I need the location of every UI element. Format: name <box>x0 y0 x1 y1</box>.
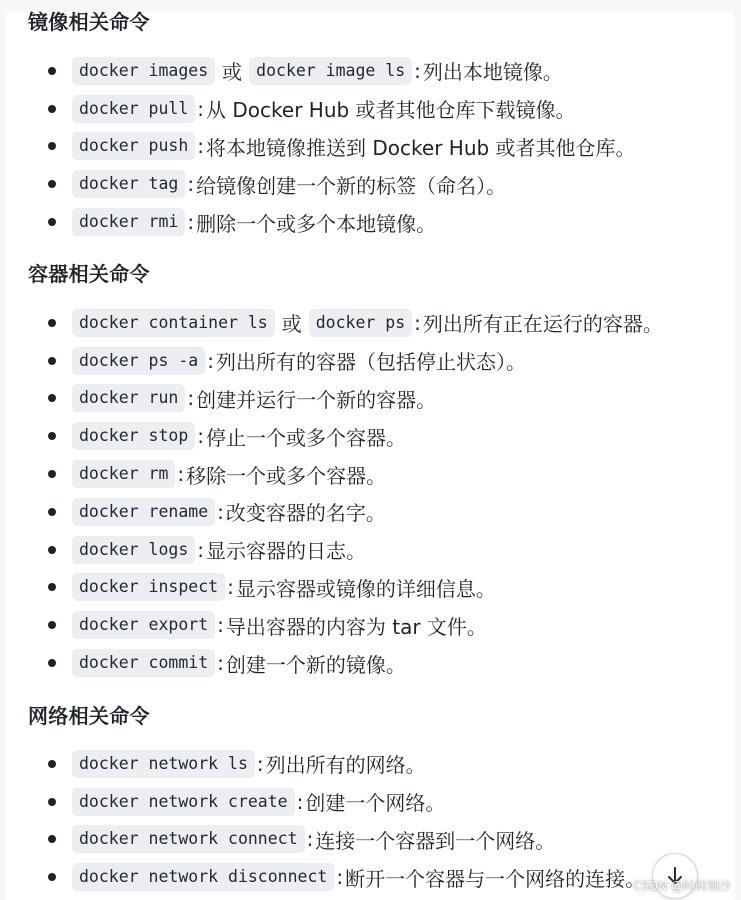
description-text: 改变容器的名字。 <box>225 501 386 526</box>
description-text: 停止一个或多个容器。 <box>206 425 407 450</box>
list-item <box>28 165 728 203</box>
list-item <box>28 128 728 166</box>
inline-code[interactable]: docker rmi <box>72 208 185 236</box>
list-item <box>28 783 728 821</box>
description-text: 列出所有的容器（包括停止状态）。 <box>215 350 526 375</box>
inline-code[interactable]: docker inspect <box>72 573 225 601</box>
inline-code[interactable]: docker commit <box>72 649 215 677</box>
inline-code[interactable]: docker ps <box>309 309 412 337</box>
inline-code[interactable]: docker pull <box>72 95 195 123</box>
bullet-icon <box>48 432 56 440</box>
bullet-icon <box>48 583 56 591</box>
inline-code[interactable]: docker stop <box>72 422 195 450</box>
bullet-icon <box>48 546 56 554</box>
description-text: 导出容器的内容为 tar 文件。 <box>225 614 487 639</box>
colon: : <box>187 172 195 197</box>
description-text: 从 Docker Hub 或者其他仓库下载镜像。 <box>206 98 576 123</box>
containers-command-list <box>28 304 728 682</box>
colon: : <box>227 575 234 600</box>
inline-code[interactable]: docker push <box>72 132 195 160</box>
colon: : <box>187 386 195 411</box>
inline-code[interactable]: docker network disconnect <box>72 863 334 891</box>
list-item <box>28 821 728 859</box>
inline-code[interactable]: docker image ls <box>249 57 412 85</box>
bullet-icon <box>48 319 56 327</box>
list-item <box>28 342 728 380</box>
colon: : <box>207 348 214 373</box>
colon: : <box>414 310 421 335</box>
colon: : <box>187 210 195 235</box>
images-command-list <box>28 52 728 241</box>
inline-code[interactable]: docker export <box>72 611 215 639</box>
inline-code[interactable]: docker network connect <box>72 825 305 853</box>
section-title-images: 镜像相关命令 <box>28 10 150 34</box>
colon: : <box>177 462 185 487</box>
colon: : <box>217 613 224 638</box>
description-text: 创建并运行一个新的容器。 <box>196 387 437 412</box>
list-item <box>28 90 728 128</box>
description-text: 创建一个新的镜像。 <box>225 652 406 677</box>
inline-code[interactable]: docker rename <box>72 498 215 526</box>
watermark-text: CSDN @时间刻沙 <box>632 879 731 893</box>
bullet-icon <box>48 760 56 768</box>
colon: : <box>336 865 344 890</box>
inline-code[interactable]: docker network ls <box>72 750 255 778</box>
colon: : <box>197 96 205 121</box>
list-item <box>28 531 728 569</box>
bullet-icon <box>48 835 56 843</box>
description-text: 将本地镜像推送到 Docker Hub 或者其他仓库。 <box>206 135 636 160</box>
bullet-icon <box>48 357 56 365</box>
list-item <box>28 858 728 896</box>
list-item <box>28 417 728 455</box>
bullet-icon <box>48 67 56 75</box>
list-item <box>28 569 728 607</box>
colon: : <box>197 537 205 562</box>
inline-code[interactable]: docker logs <box>72 536 195 564</box>
bullet-icon <box>48 621 56 629</box>
list-item <box>28 644 728 682</box>
description-text: 列出所有的网络。 <box>265 753 426 778</box>
description-text: 列出本地镜像。 <box>422 60 563 85</box>
list-item <box>28 203 728 241</box>
section-title-network: 网络相关命令 <box>28 704 150 728</box>
description-text: 移除一个或多个容器。 <box>186 463 387 488</box>
inline-code[interactable]: docker run <box>72 384 185 412</box>
colon: : <box>256 751 264 776</box>
colon: : <box>197 424 205 449</box>
separator-text: 或 <box>222 60 243 85</box>
description-text: 删除一个或多个本地镜像。 <box>196 211 437 236</box>
colon: : <box>306 827 314 852</box>
bullet-icon <box>48 659 56 667</box>
inline-code[interactable]: docker container ls <box>72 309 275 337</box>
bullet-icon <box>48 798 56 806</box>
colon: : <box>197 134 205 159</box>
inline-code[interactable]: docker network create <box>72 788 295 816</box>
bullet-icon <box>48 105 56 113</box>
bullet-icon <box>48 394 56 402</box>
colon: : <box>217 499 224 524</box>
bullet-icon <box>48 873 56 881</box>
colon: : <box>414 58 421 83</box>
inline-code[interactable]: docker images <box>72 57 215 85</box>
description-text: 列出所有正在运行的容器。 <box>422 312 663 337</box>
inline-code[interactable]: docker ps -a <box>72 347 205 375</box>
description-text: 给镜像创建一个新的标签（命名）。 <box>196 173 507 198</box>
list-item <box>28 380 728 418</box>
section-title-containers: 容器相关命令 <box>28 262 150 286</box>
inline-code[interactable]: docker tag <box>72 170 185 198</box>
list-item <box>28 455 728 493</box>
separator-text: 或 <box>281 312 302 337</box>
description-text: 显示容器的日志。 <box>206 539 367 564</box>
list-item <box>28 52 728 90</box>
description-text: 连接一个容器到一个网络。 <box>315 828 556 853</box>
colon: : <box>296 789 304 814</box>
bullet-icon <box>48 180 56 188</box>
colon: : <box>217 651 224 676</box>
description-text: 创建一个网络。 <box>305 791 446 816</box>
list-item <box>28 304 728 342</box>
bullet-icon <box>48 508 56 516</box>
list-item <box>28 606 728 644</box>
bullet-icon <box>48 218 56 226</box>
network-command-list <box>28 745 728 896</box>
bullet-icon <box>48 142 56 150</box>
description-text: 显示容器或镜像的详细信息。 <box>235 576 496 601</box>
inline-code[interactable]: docker rm <box>72 460 175 488</box>
list-item <box>28 493 728 531</box>
description-text: 断开一个容器与一个网络的连接。 <box>345 866 646 891</box>
bullet-icon <box>48 470 56 478</box>
list-item <box>28 745 728 783</box>
